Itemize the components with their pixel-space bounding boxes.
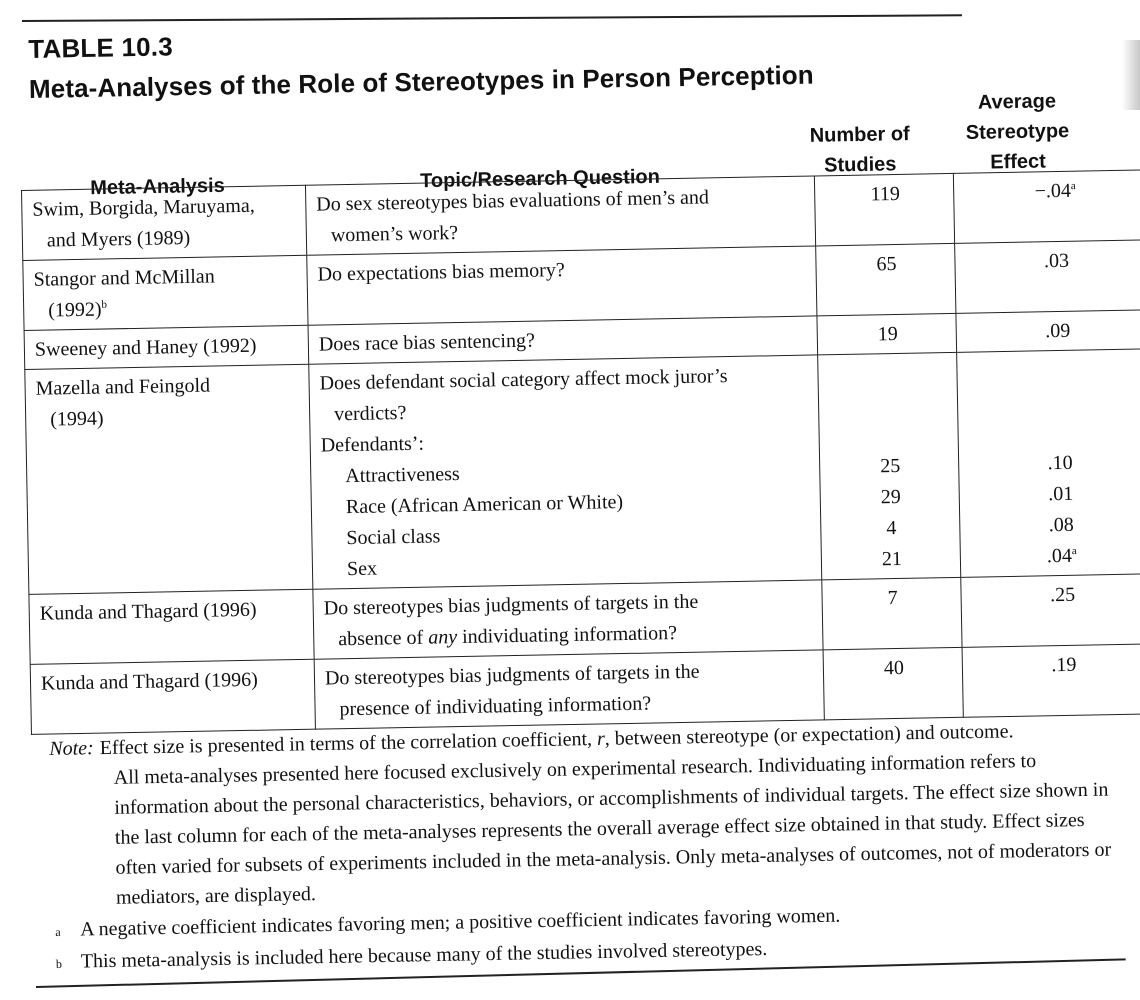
header-effect-line-3: Effect (990, 150, 1047, 174)
author-year: (1992) (48, 298, 102, 322)
subitem-label: Attractiveness (345, 463, 460, 488)
subitem-effect (971, 539, 1140, 573)
effect-cell (953, 170, 1140, 244)
author-line (34, 291, 300, 327)
table-heading (28, 20, 814, 105)
question-text: absence of (338, 626, 429, 651)
meta-table (21, 169, 1140, 735)
table-title: Meta-Analyses of the Role of Stereotypes in Person Perception (28, 59, 814, 104)
table-row (25, 349, 1140, 595)
header-number-studies (789, 119, 930, 182)
number-cell (818, 352, 961, 580)
footnote-mark: a (55, 924, 61, 939)
author-line: Mazella and Feingold (35, 374, 211, 400)
footnote-marker: a (1071, 545, 1077, 558)
note-body: All meta-analyses presented here focused exclusively on experimental research. Individuating information refers to information about the personal characteristics, behaviors, or accomplishments of individual targets. The effect size shown in the last column for each of the meta-analyses represents the overall average effect size obtained in that study. Effect sizes often varied for subsets of experiments included in the meta-analysis. Only meta-analyses of outcomes, not of moderators or mediators, are displayed. (113, 749, 1112, 909)
footnote-text: A negative coefficient indicates favoring men; a positive coefficient indicates favoring women. (80, 904, 841, 941)
subitem-effect: .01 (1048, 482, 1074, 506)
note-label: Note: (49, 737, 94, 760)
effect-cell: .03 (955, 240, 1140, 314)
subitem-number: 4 (886, 517, 897, 540)
number-cell: 40 (823, 647, 963, 720)
author-cell: Kunda and Thagard (1996) (30, 659, 315, 734)
subitem-effect: .08 (1048, 513, 1075, 537)
header-meta-analysis: Meta-Analysis (90, 174, 225, 200)
effect-cell: .19 (962, 644, 1140, 718)
question-line: Defendants’: (320, 432, 425, 457)
number-cell: 7 (822, 577, 962, 650)
header-number-line-1: Number of (809, 123, 910, 147)
top-rule (22, 14, 962, 22)
question-cell (309, 355, 822, 589)
number-cell: 19 (817, 313, 957, 355)
author-cell (22, 185, 307, 260)
author-cell: Sweeney and Haney (1992) (24, 325, 309, 369)
effect-cell: .09 (956, 310, 1140, 353)
question-cell: Do expectations bias memory? (307, 246, 817, 325)
question-line: Do stereotypes bias judgments of targets in the (324, 660, 700, 690)
subitem-number: 25 (880, 454, 901, 478)
effect-cell (957, 349, 1140, 578)
note-first-line-end: , between stereotype (or expectation) and outcome. (604, 720, 1014, 750)
subitem-effect: .10 (1047, 451, 1073, 475)
question-line: Do stereotypes bias judgments of targets in the (323, 590, 699, 620)
subitem-label: Social class (346, 525, 441, 550)
author-line: (1994) (50, 407, 104, 431)
footnote-mark: b (55, 956, 63, 971)
footnote-text: This meta-analysis is included here because many of the studies involved stereotypes. (80, 937, 768, 973)
question-cell (313, 580, 823, 659)
header-number-line-2: Studies (823, 153, 897, 177)
subitem-label: Race (African American or White) (345, 491, 624, 519)
footnote-marker: a (1070, 180, 1076, 193)
question-line: verdicts? (333, 401, 407, 426)
question-text: individuating information? (456, 622, 678, 649)
question-cell (314, 650, 824, 729)
header-effect-line-2: Stereotype (965, 120, 1070, 144)
author-cell (25, 364, 313, 594)
footnote-marker: b (101, 298, 108, 311)
table-label: TABLE 10.3 (28, 31, 174, 64)
meta-analysis-table (21, 170, 1128, 735)
header-topic: Topic/Research Question (419, 165, 661, 193)
question-line: Do sex stereotypes bias evaluations of men’s and (316, 186, 710, 216)
question-cell: Does race bias sentencing? (308, 316, 818, 364)
author-cell: Kunda and Thagard (1996) (29, 589, 314, 664)
subitem-number: 21 (881, 547, 903, 571)
question-line: women’s work? (330, 221, 459, 247)
effect-value: −.04 (1034, 179, 1072, 203)
subitem-number: 29 (880, 485, 901, 509)
header-average-effect (934, 85, 1101, 178)
table-note (49, 714, 1122, 914)
number-cell: 119 (814, 173, 954, 246)
question-line: Does defendant social category affect mock juror’s (319, 365, 728, 395)
question-cell (305, 176, 815, 255)
scan-edge-shadow (1122, 40, 1140, 110)
question-emphasis: any (428, 626, 458, 649)
number-cell: 65 (816, 243, 956, 316)
header-effect-line-1: Average (977, 90, 1057, 114)
correlation-symbol: r (596, 727, 606, 750)
subitem-label: Sex (346, 557, 378, 581)
author-line: Stangor and McMillan (33, 265, 215, 291)
question-line: presence of individuating information? (339, 692, 652, 721)
author-line: and Myers (1989) (46, 226, 191, 252)
effect-value: .04 (1046, 544, 1073, 568)
effect-cell: .25 (961, 574, 1140, 648)
note-first-line: Effect size is presented in terms of the correlation coefficient, (99, 727, 598, 760)
author-line: Swim, Borgida, Maruyama, (32, 194, 255, 221)
author-cell (23, 255, 308, 330)
